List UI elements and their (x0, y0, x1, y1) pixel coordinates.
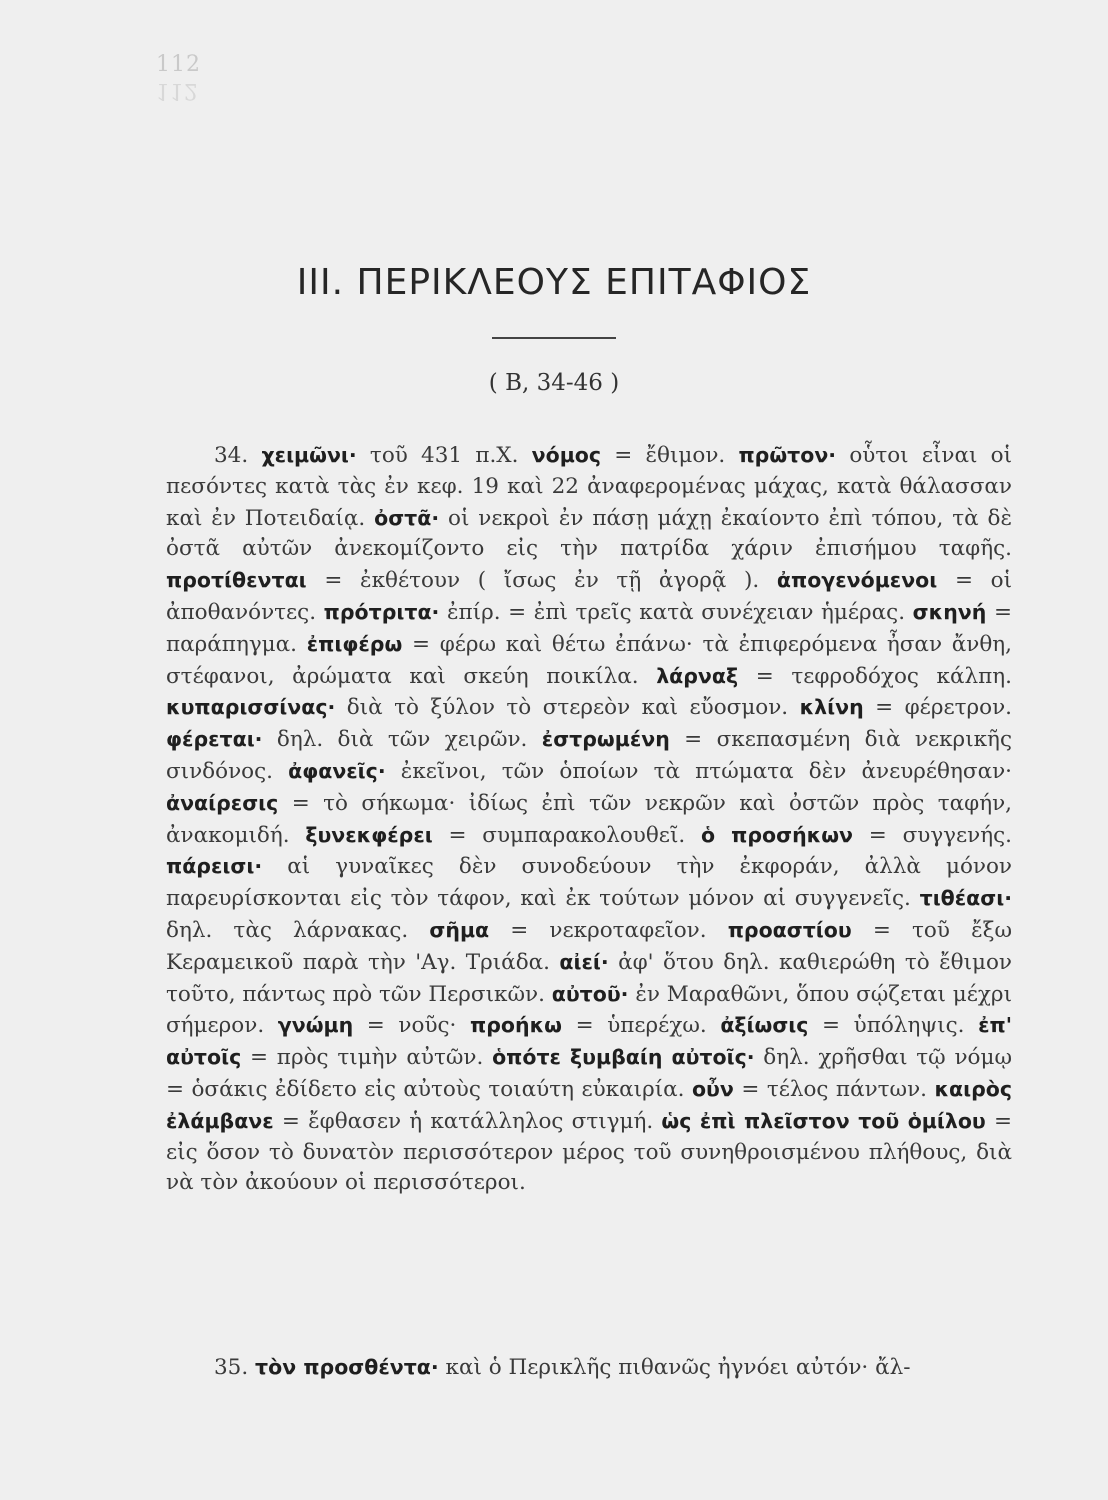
lemma-term: τὸν προσθέντα· (255, 1355, 439, 1379)
lemma-gloss: ἀφ' ὅτου δηλ. καθιερώθη τὸ ἔθιμον τοῦτο, πάντως πρὸ τῶν Περσικῶν. (166, 949, 1012, 1007)
lemma-gloss: δηλ. χρῆσθαι τῷ νόμῳ = ὁσάκις ἐδίδετο εἰς αὐτοὺς τοιαύτη εὐκαιρία. (166, 1045, 1013, 1102)
lemma-term: ἐστρωμένη (541, 727, 670, 752)
lemma-gloss: = τὸ σήκωμα· ἰδίως ἐπὶ τῶν νεκρῶν καὶ ὀστῶν πρὸς ταφήν, ἀνακομιδή. (166, 790, 1012, 848)
lemma-term: προτίθενται (166, 568, 307, 593)
lemma-term: ξυνεκφέρει (305, 822, 433, 847)
lemma-gloss: καὶ ὁ Περικλῆς πιθανῶς ἠγνόει αὐτόν· ἄλ- (438, 1355, 911, 1380)
lemma-term: νόμος (531, 443, 602, 467)
lemma-gloss: = ἔθιμον. (601, 443, 739, 468)
title-divider (492, 337, 616, 339)
paragraph-number: 35. (214, 1355, 249, 1380)
lemma-gloss: = τεφροδόχος κάλπη. (738, 663, 1012, 689)
commentary-paragraph-35 (166, 1352, 1012, 1384)
lemma-term: πάρεισι· (166, 854, 263, 879)
lemma-gloss: τοῦ 431 π.Χ. (356, 443, 532, 468)
lemma-term: πρότριτα· (323, 599, 440, 624)
lemma-gloss: = ὑπόληψις. (808, 1013, 979, 1039)
lemma-term: ὀστᾶ· (374, 505, 440, 530)
lemma-term: τιθέασι· (919, 886, 1012, 911)
lemma-gloss: = παράπηγμα. (166, 599, 1012, 657)
lemma-term: σκηνή (912, 599, 987, 624)
lemma-term: οὖν (691, 1076, 734, 1101)
lemma-gloss: = σκεπασμένη διὰ νεκρικῆς σινδόνος. (166, 727, 1012, 784)
lemma-term: ὁπότε ξυμβαίη αὐτοῖς· (492, 1045, 755, 1070)
lemma-term: ὁ προσήκων (700, 822, 854, 847)
lemma-gloss: δηλ. διὰ τῶν χειρῶν. (262, 727, 542, 753)
lemma-term: προαστίου (727, 917, 852, 942)
lemma-gloss: οἱ νεκροὶ ἐν πάσῃ μάχῃ ἐκαίοντο ἐπὶ τόπου, τὰ δὲ ὀστᾶ αὐτῶν ἀνεκομίζοντο εἰς τὴν πατρίδα χάριν ἐπισήμου ταφῆς. (166, 505, 1012, 562)
bleed-through-page-number: 112 (156, 78, 198, 103)
lemma-gloss: = νεκροταφεῖον. (489, 917, 728, 943)
lemma-gloss: οὗτοι εἶναι οἱ πεσόντες κατὰ τὰς ἐν κεφ. 19 καὶ 22 ἀναφερομένας μάχας, κατὰ θάλασσαν καὶ ἐν Ποτειδαίᾳ. (166, 443, 1013, 531)
lemma-term: ἀξίωσις (720, 1013, 809, 1038)
lemma-gloss: ἐκεῖνοι, τῶν ὁποίων τὰ πτώματα δὲν ἀνευρέθησαν· (385, 758, 1012, 784)
lemma-term: αὐτοῦ· (551, 981, 629, 1006)
lemma-gloss: = συγγενής. (853, 822, 1012, 848)
lemma-gloss: ἐν Μαραθῶνι, ὅπου σῴζεται μέχρι σήμερον. (166, 981, 1012, 1039)
lemma-term: κυπαρισσίνας· (166, 695, 336, 720)
lemma-term: πρῶτον· (738, 443, 837, 467)
lemma-term: γνώμη (277, 1013, 354, 1038)
lemma-term: αἰεί· (559, 949, 609, 974)
lemma-gloss: δηλ. τὰς λάρνακας. (166, 917, 430, 943)
lemma-gloss: = φέρω καὶ θέτω ἐπάνω· τὰ ἐπιφερόμενα ἦσαν ἄνθη, στέφανοι, ἀρώματα καὶ σκεύη ποικίλα. (166, 631, 1012, 689)
lemma-term: προήκω (470, 1013, 562, 1038)
lemma-gloss: = εἰς ὅσον τὸ δυνατὸν περισσότερον μέρος τοῦ συνηθροισμένου πλήθους, διὰ νὰ τὸν ἀκούουν οἱ περισσότεροι. (166, 1108, 1012, 1196)
lemma-term: καιρὸς ἐλάμβανε (166, 1076, 1012, 1133)
lemma-term: ἀναίρεσις (166, 790, 279, 815)
lemma-gloss: = φέρετρον. (863, 695, 1012, 721)
lemma-term: χειμῶνι· (261, 443, 357, 467)
lemma-gloss: = οἱ ἀποθανόντες. (166, 568, 1012, 625)
lemma-gloss: = συμπαρακολουθεῖ. (432, 822, 701, 848)
page-number: 112 (156, 52, 201, 77)
lemma-term: ἐπιφέρω (306, 631, 403, 656)
lemma-term: λάρναξ (656, 663, 739, 688)
paragraph-number: 34. (214, 443, 249, 468)
lemma-term: κλίνη (799, 695, 864, 720)
lemma-term: ὡς ἐπὶ πλεῖστον τοῦ ὁμίλου (661, 1108, 986, 1133)
section-reference: ( Β, 34-46 ) (488, 370, 620, 396)
lemma-gloss: = τέλος πάντων. (733, 1076, 935, 1102)
commentary-paragraph-34 (166, 440, 1012, 1199)
lemma-gloss: = ἔφθασεν ἡ κατάλληλος στιγμή. (273, 1108, 662, 1134)
lemma-gloss: διὰ τὸ ξύλον τὸ στερεὸν καὶ εὔοσμον. (335, 695, 800, 721)
lemma-gloss: = πρὸς τιμὴν αὐτῶν. (241, 1045, 493, 1071)
lemma-term: φέρεται· (166, 727, 263, 752)
lemma-term: σῆμα (429, 917, 490, 942)
lemma-gloss: = ἐκθέτουν ( ἴσως ἐν τῇ ἀγορᾷ ). (306, 568, 777, 594)
lemma-term: ἀφανεῖς· (288, 758, 386, 783)
lemma-gloss: = νοῦς· (353, 1013, 471, 1039)
lemma-term: ἀπογενόμενοι (776, 568, 938, 593)
lemma-gloss: αἱ γυναῖκες δὲν συνοδεύουν τὴν ἐκφοράν, ἀλλὰ μόνον παρευρίσκονται εἰς τὸν τάφον, καὶ ἐκ τούτων μόνον αἱ συγγενεῖς. (166, 854, 1012, 912)
lemma-gloss: = τοῦ ἔξω Κεραμεικοῦ παρὰ τὴν 'Αγ. Τριάδα. (166, 917, 1013, 975)
lemma-gloss: ἐπίρ. = ἐπὶ τρεῖς κατὰ συνέχειαν ἡμέρας. (439, 599, 913, 625)
lemma-term: ἐπ' αὐτοῖς (166, 1013, 1012, 1070)
lemma-gloss: = ὑπερέχω. (561, 1013, 721, 1039)
chapter-title: III. ΠΕΡΙΚΛΕΟΥΣ ΕΠΙΤΑΦΙΟΣ (296, 262, 812, 303)
